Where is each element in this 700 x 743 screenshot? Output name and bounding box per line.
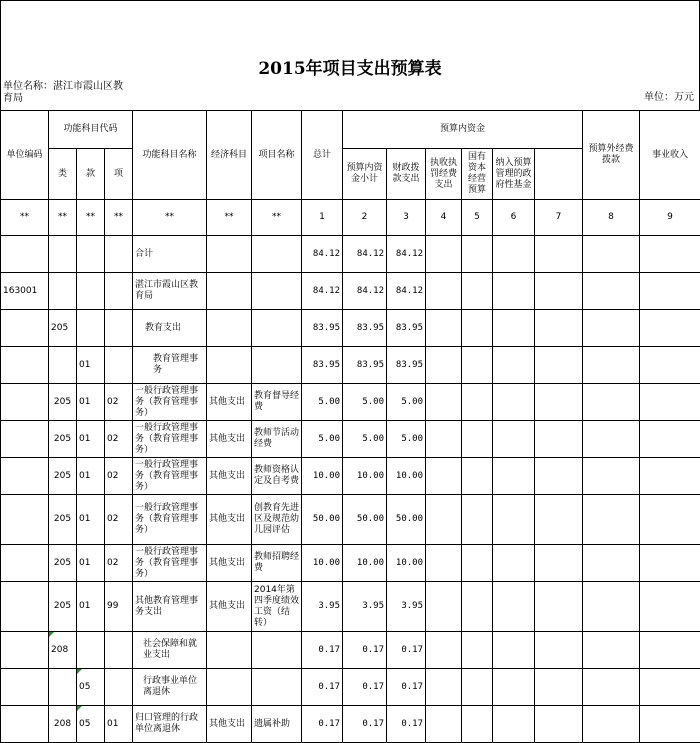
index-cell: **: [133, 200, 207, 236]
index-cell: 4: [426, 200, 462, 236]
lei-cell: [49, 669, 77, 706]
unit-code-cell: [1, 582, 49, 632]
kuan-cell: 01: [77, 347, 105, 384]
total-cell: 10.00: [302, 545, 343, 582]
econ-cell: [207, 273, 252, 310]
header-budget-inner: 预算内资金: [343, 111, 583, 149]
lei-cell: 208: [49, 632, 77, 669]
total-cell: 83.95: [302, 347, 343, 384]
empty-cell: [583, 236, 640, 273]
index-row: [1, 200, 700, 236]
fiscal-cell: 50.00: [387, 495, 426, 545]
empty-cell: [640, 458, 700, 495]
table-row: [1, 347, 700, 384]
index-cell: **: [49, 200, 77, 236]
fiscal-cell: 83.95: [387, 310, 426, 347]
lei-cell: 205: [49, 384, 77, 421]
func-name-cell: 其他教育管理事务支出: [133, 582, 207, 632]
header-econ: 经济科目: [207, 111, 252, 200]
empty-cell: [583, 384, 640, 421]
econ-cell: 其他支出: [207, 384, 252, 421]
empty-cell: [462, 273, 493, 310]
table-row: [1, 669, 700, 706]
unit-code-cell: [1, 495, 49, 545]
xiang-cell: 02: [105, 458, 133, 495]
kuan-cell: 05: [77, 669, 105, 706]
fiscal-cell: 10.00: [387, 458, 426, 495]
fiscal-cell: 84.12: [387, 236, 426, 273]
unit-code-cell: [1, 421, 49, 458]
total-cell: 5.00: [302, 421, 343, 458]
header-biz-income: 事业收入: [640, 111, 700, 200]
fiscal-cell: 5.00: [387, 421, 426, 458]
index-cell: 1: [302, 200, 343, 236]
project-cell: 教育督导经费: [252, 384, 302, 421]
empty-cell: [493, 384, 535, 421]
empty-cell: [493, 310, 535, 347]
sub-total-cell: 84.12: [343, 236, 387, 273]
lei-cell: 205: [49, 495, 77, 545]
header-fiscal: 财政拨款支出: [387, 149, 426, 200]
fiscal-cell: 10.00: [387, 545, 426, 582]
sub-total-cell: 3.95: [343, 582, 387, 632]
lei-cell: 205: [49, 310, 77, 347]
unit-code-cell: [1, 458, 49, 495]
empty-cell: [535, 545, 583, 582]
lei-cell: [49, 236, 77, 273]
func-name-cell: 行政事业单位离退休: [133, 669, 207, 706]
project-cell: [252, 236, 302, 273]
empty-cell: [640, 495, 700, 545]
empty-cell: [426, 495, 462, 545]
empty-cell: [462, 582, 493, 632]
unit-code-cell: [1, 310, 49, 347]
xiang-cell: 99: [105, 582, 133, 632]
func-name-cell: 社会保障和就业支出: [133, 632, 207, 669]
total-cell: 0.17: [302, 632, 343, 669]
empty-cell: [493, 669, 535, 706]
empty-cell: [640, 236, 700, 273]
xiang-cell: [105, 632, 133, 669]
func-name-cell: 一般行政管理事务（教育管理事务）: [133, 458, 207, 495]
unit-code-cell: [1, 384, 49, 421]
empty-cell: [583, 706, 640, 743]
empty-cell: [426, 421, 462, 458]
func-name-cell: 教育管理事务: [133, 347, 207, 384]
empty-cell: [493, 495, 535, 545]
project-cell: 教师招聘经费: [252, 545, 302, 582]
econ-cell: [207, 669, 252, 706]
econ-cell: 其他支出: [207, 495, 252, 545]
empty-cell: [583, 458, 640, 495]
index-cell: 3: [387, 200, 426, 236]
empty-cell: [493, 273, 535, 310]
empty-cell: [426, 706, 462, 743]
econ-cell: 其他支出: [207, 458, 252, 495]
sub-total-cell: 0.17: [343, 669, 387, 706]
empty-cell: [426, 632, 462, 669]
sub-total-cell: 10.00: [343, 458, 387, 495]
empty-cell: [426, 545, 462, 582]
table-row: [1, 582, 700, 632]
table-row: [1, 545, 700, 582]
table-row: [1, 421, 700, 458]
func-name-cell: 一般行政管理事务（教育管理事务）: [133, 384, 207, 421]
header-gov-fund: 纳入预算管理的政府性基金: [493, 149, 535, 200]
empty-cell: [640, 706, 700, 743]
kuan-cell: 05: [77, 706, 105, 743]
empty-cell: [493, 706, 535, 743]
func-name-cell: 湛江市霞山区教育局: [133, 273, 207, 310]
lei-cell: 205: [49, 421, 77, 458]
index-cell: 9: [640, 200, 700, 236]
index-cell: **: [252, 200, 302, 236]
project-cell: [252, 310, 302, 347]
empty-cell: [583, 310, 640, 347]
total-cell: 50.00: [302, 495, 343, 545]
econ-cell: [207, 632, 252, 669]
econ-cell: 其他支出: [207, 421, 252, 458]
unit-code-cell: [1, 545, 49, 582]
empty-cell: [462, 632, 493, 669]
project-cell: 遗属补助: [252, 706, 302, 743]
sub-total-cell: 50.00: [343, 495, 387, 545]
empty-cell: [535, 669, 583, 706]
empty-cell: [426, 273, 462, 310]
empty-cell: [462, 545, 493, 582]
table-row: [1, 458, 700, 495]
xiang-cell: [105, 236, 133, 273]
total-cell: 84.12: [302, 273, 343, 310]
empty-cell: [462, 347, 493, 384]
empty-cell: [535, 632, 583, 669]
header-xiang: 项: [105, 149, 133, 200]
lei-cell: 205: [49, 582, 77, 632]
total-cell: 10.00: [302, 458, 343, 495]
kuan-cell: 01: [77, 421, 105, 458]
empty-cell: [640, 669, 700, 706]
unit-name-label: 单位名称：湛江市霞山区教育局: [3, 81, 123, 105]
project-cell: [252, 347, 302, 384]
total-cell: 3.95: [302, 582, 343, 632]
unit-code-cell: [1, 347, 49, 384]
header-kuan: 款: [77, 149, 105, 200]
empty-cell: [640, 384, 700, 421]
func-name-cell: 一般行政管理事务（教育管理事务）: [133, 495, 207, 545]
xiang-cell: [105, 273, 133, 310]
empty-cell: [640, 632, 700, 669]
func-name-cell: 教育支出: [133, 310, 207, 347]
unit-code-cell: 163001: [1, 273, 49, 310]
empty-cell: [462, 669, 493, 706]
econ-cell: [207, 310, 252, 347]
table-row: [1, 632, 700, 669]
table-row: [1, 706, 700, 743]
kuan-cell: [77, 632, 105, 669]
kuan-cell: 01: [77, 582, 105, 632]
total-cell: 83.95: [302, 310, 343, 347]
empty-cell: [583, 582, 640, 632]
empty-cell: [535, 706, 583, 743]
project-cell: [252, 632, 302, 669]
total-cell: 5.00: [302, 384, 343, 421]
page-title: 2015年项目支出预算表: [0, 54, 700, 79]
empty-cell: [462, 236, 493, 273]
sheet-top-border: [0, 0, 700, 1]
empty-cell: [426, 458, 462, 495]
empty-cell: [462, 421, 493, 458]
empty-cell: [535, 347, 583, 384]
func-name-cell: 一般行政管理事务（教育管理事务）: [133, 421, 207, 458]
xiang-cell: 02: [105, 421, 133, 458]
empty-cell: [535, 236, 583, 273]
empty-cell: [583, 421, 640, 458]
empty-cell: [535, 273, 583, 310]
empty-cell: [640, 310, 700, 347]
header-sub-total: 预算内资金小计: [343, 149, 387, 200]
sub-total-cell: 10.00: [343, 545, 387, 582]
fiscal-cell: 5.00: [387, 384, 426, 421]
empty-cell: [493, 421, 535, 458]
total-cell: 0.17: [302, 706, 343, 743]
xiang-cell: 02: [105, 384, 133, 421]
project-cell: 教师节活动经费: [252, 421, 302, 458]
sub-total-cell: 0.17: [343, 632, 387, 669]
xiang-cell: 02: [105, 545, 133, 582]
lei-cell: 205: [49, 458, 77, 495]
fiscal-cell: 0.17: [387, 706, 426, 743]
sub-total-cell: 84.12: [343, 273, 387, 310]
econ-cell: [207, 236, 252, 273]
empty-cell: [493, 632, 535, 669]
empty-cell: [583, 669, 640, 706]
empty-cell: [640, 347, 700, 384]
xiang-cell: [105, 669, 133, 706]
fiscal-cell: 3.95: [387, 582, 426, 632]
index-cell: **: [105, 200, 133, 236]
kuan-cell: 01: [77, 458, 105, 495]
index-cell: **: [77, 200, 105, 236]
empty-cell: [493, 582, 535, 632]
empty-cell: [640, 545, 700, 582]
empty-cell: [493, 458, 535, 495]
empty-cell: [426, 384, 462, 421]
empty-cell: [535, 310, 583, 347]
empty-cell: [583, 545, 640, 582]
fiscal-cell: 0.17: [387, 632, 426, 669]
empty-cell: [493, 545, 535, 582]
fiscal-cell: 0.17: [387, 669, 426, 706]
empty-cell: [426, 669, 462, 706]
budget-table: [0, 110, 700, 743]
project-cell: 创教育先进区及规范幼儿园评估: [252, 495, 302, 545]
econ-cell: 其他支出: [207, 706, 252, 743]
sub-total-cell: 5.00: [343, 384, 387, 421]
empty-cell: [535, 421, 583, 458]
table-row: [1, 273, 700, 310]
currency-unit-label: 单位：万元: [644, 88, 694, 103]
empty-cell: [640, 582, 700, 632]
unit-code-cell: [1, 632, 49, 669]
index-cell: 7: [535, 200, 583, 236]
empty-cell: [535, 582, 583, 632]
lei-cell: 205: [49, 545, 77, 582]
econ-cell: [207, 347, 252, 384]
empty-cell: [426, 582, 462, 632]
header-law-fine: 执收执罚经费支出: [426, 149, 462, 200]
header-extra: 预算外经费拨款: [583, 111, 640, 200]
sub-total-cell: 83.95: [343, 310, 387, 347]
table-row: [1, 236, 700, 273]
index-cell: 8: [583, 200, 640, 236]
xiang-cell: 02: [105, 495, 133, 545]
total-cell: 84.12: [302, 236, 343, 273]
empty-cell: [583, 495, 640, 545]
func-name-cell: 合计: [133, 236, 207, 273]
header-func-code: 功能科目代码: [49, 111, 133, 149]
index-cell: 6: [493, 200, 535, 236]
index-cell: **: [1, 200, 49, 236]
table-row: [1, 384, 700, 421]
unit-code-cell: [1, 236, 49, 273]
header-state-cap: 国有资本经营预算: [462, 149, 493, 200]
empty-cell: [462, 310, 493, 347]
empty-cell: [583, 273, 640, 310]
table-row: [1, 310, 700, 347]
func-name-cell: 一般行政管理事务（教育管理事务）: [133, 545, 207, 582]
kuan-cell: 01: [77, 495, 105, 545]
fiscal-cell: 84.12: [387, 273, 426, 310]
xiang-cell: 01: [105, 706, 133, 743]
sub-total-cell: 5.00: [343, 421, 387, 458]
empty-cell: [426, 310, 462, 347]
empty-cell: [583, 632, 640, 669]
xiang-cell: [105, 347, 133, 384]
lei-cell: 208: [49, 706, 77, 743]
empty-cell: [640, 421, 700, 458]
kuan-cell: [77, 236, 105, 273]
kuan-cell: [77, 273, 105, 310]
kuan-cell: 01: [77, 545, 105, 582]
empty-cell: [462, 384, 493, 421]
empty-cell: [535, 495, 583, 545]
unit-code-cell: [1, 706, 49, 743]
empty-cell: [462, 706, 493, 743]
xiang-cell: [105, 310, 133, 347]
header-unit-code: 单位编码: [1, 111, 49, 200]
empty-cell: [640, 273, 700, 310]
fiscal-cell: 83.95: [387, 347, 426, 384]
empty-cell: [493, 236, 535, 273]
empty-cell: [583, 347, 640, 384]
index-cell: 2: [343, 200, 387, 236]
project-cell: [252, 669, 302, 706]
header-func-name: 功能科目名称: [133, 111, 207, 200]
project-cell: 2014年第四季度绩效工资（结转）: [252, 582, 302, 632]
empty-cell: [535, 384, 583, 421]
econ-cell: 其他支出: [207, 582, 252, 632]
kuan-cell: 01: [77, 384, 105, 421]
econ-cell: 其他支出: [207, 545, 252, 582]
empty-cell: [493, 347, 535, 384]
empty-cell: [535, 458, 583, 495]
func-name-cell: 归口管理的行政单位离退休: [133, 706, 207, 743]
sub-total-cell: 83.95: [343, 347, 387, 384]
index-cell: **: [207, 200, 252, 236]
header-project: 项目名称: [252, 111, 302, 200]
header-lei: 类: [49, 149, 77, 200]
empty-cell: [462, 458, 493, 495]
project-cell: [252, 273, 302, 310]
kuan-cell: [77, 310, 105, 347]
index-cell: 5: [462, 200, 493, 236]
lei-cell: [49, 347, 77, 384]
project-cell: 教师资格认定及自考费: [252, 458, 302, 495]
empty-cell: [462, 495, 493, 545]
lei-cell: [49, 273, 77, 310]
sub-total-cell: 0.17: [343, 706, 387, 743]
unit-code-cell: [1, 669, 49, 706]
empty-cell: [426, 347, 462, 384]
empty-cell: [426, 236, 462, 273]
header-total: 总计: [302, 111, 343, 200]
table-row: [1, 495, 700, 545]
total-cell: 0.17: [302, 669, 343, 706]
